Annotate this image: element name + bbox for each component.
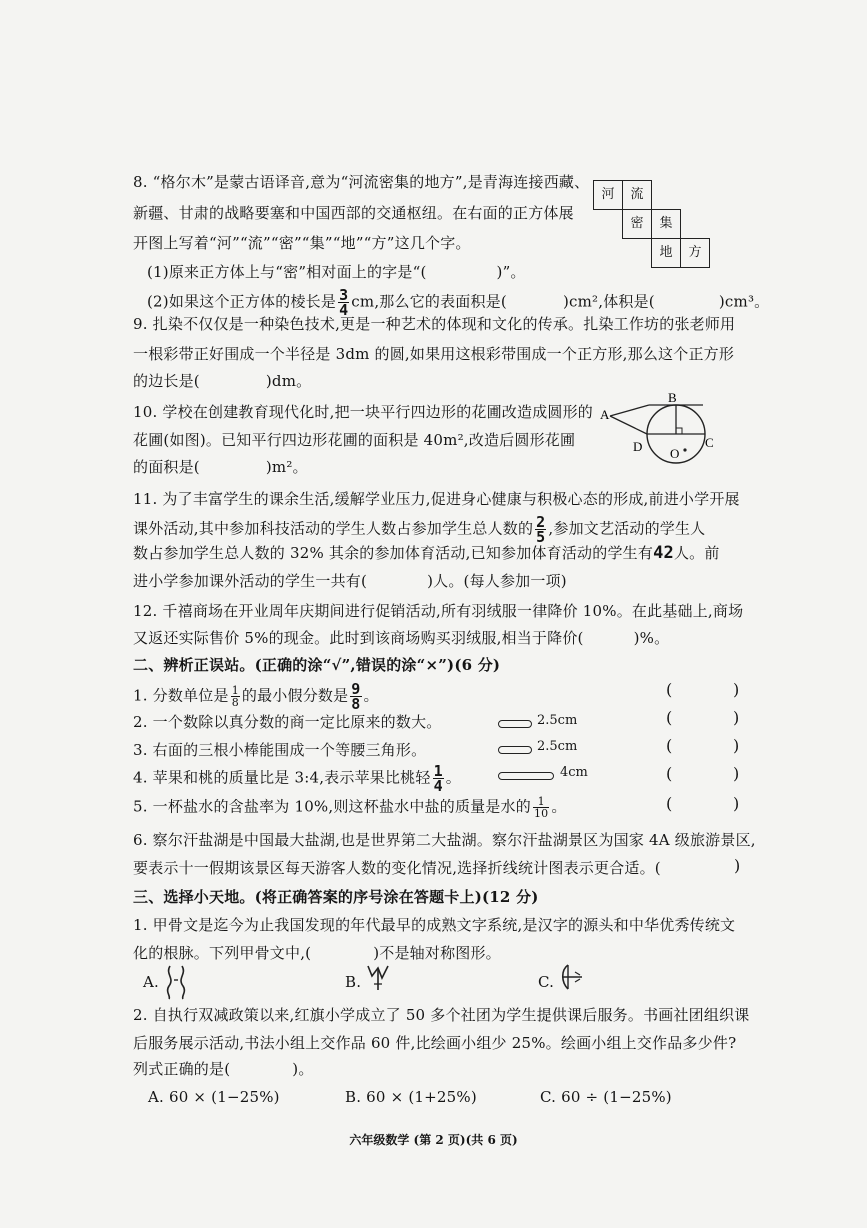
s3-q2-line-1: 2. 自执行双减政策以来,红旗小学成立了 50 多个社团为学生提供课后服务。书画社团组织课 xyxy=(133,1006,750,1024)
stick-1-label: 2.5cm xyxy=(537,713,578,728)
q11-frac-den: 5 xyxy=(536,528,546,546)
net-cell-ji: 集 xyxy=(651,209,681,239)
s2-item-4-hand-fraction xyxy=(433,764,444,793)
label-b: B xyxy=(668,390,677,405)
parallelogram-left-edge xyxy=(610,405,649,416)
q8-line-3: 开图上写着“河”“流”“密”“集”“地”“方”这几个字。 xyxy=(133,234,471,252)
q11-line-4 xyxy=(133,571,567,591)
s2-answer-3-close: ) xyxy=(733,736,740,755)
s3-q2-option-c: C. 60 ÷ (1−25%) xyxy=(540,1088,672,1106)
s2-item-4 xyxy=(133,764,461,793)
q12-line-2 xyxy=(133,628,669,648)
q10-line-3 xyxy=(133,457,308,477)
s2-item-1-c: 。 xyxy=(363,686,379,705)
q8-sub-2-b: cm,那么它的表面积是( xyxy=(351,292,507,311)
s2-answer-5-close: ) xyxy=(733,794,740,813)
q9-line-3 xyxy=(133,371,311,391)
s2-answer-3-open: ( xyxy=(666,736,673,755)
q8-sub-1-text: (1)原来正方体上与“密”相对面上的字是“( xyxy=(147,263,427,281)
s2-item-4-hd: 4 xyxy=(433,777,443,795)
net-cell-liu: 流 xyxy=(622,180,652,210)
q10-line-3-a: 的面积是( xyxy=(133,458,200,476)
net-cell-di: 地 xyxy=(651,238,681,268)
q8-sub-1-end: )”。 xyxy=(496,263,526,281)
oracle-glyph-a-icon xyxy=(163,964,193,1000)
oracle-glyph-b-icon xyxy=(364,962,394,992)
s3-q2-line-3-a: 列式正确的是( xyxy=(133,1060,231,1078)
s2-item-4-a: 4. 苹果和桃的质量比是 3:4,表示苹果比桃轻 xyxy=(133,768,431,787)
parallelogram-circle-figure xyxy=(600,390,725,470)
q9-line-2: 一根彩带正好围成一个半径是 3dm 的圆,如果用这根彩带围成一个正方形,那么这个正方形 xyxy=(133,345,735,363)
q9-line-1: 9. 扎染不仅仅是一种染色技术,更是一种艺术的体现和文化的传承。扎染工作坊的张老师用 xyxy=(133,315,736,333)
s2-item-5-fraction xyxy=(533,796,549,819)
s3-q1-option-a: A. xyxy=(143,973,160,991)
q10-line-1: 10. 学校在创建教育现代化时,把一块平行四边形的花圃改造成圆形的 xyxy=(133,403,593,421)
page-footer: 六年级数学 (第 2 页)(共 6 页) xyxy=(349,1133,518,1147)
s2-item-3: 3. 右面的三根小棒能围成一个等腰三角形。 xyxy=(133,741,427,759)
s2-answer-2-close: ) xyxy=(733,708,740,727)
q11-line-3-b: 人。前 xyxy=(673,544,720,562)
stick-1 xyxy=(498,720,532,728)
s2-answer-4-close: ) xyxy=(733,764,740,783)
q11-line-1: 11. 为了丰富学生的课余生活,缓解学业压力,促进身心健康与积极心态的形成,前进小学开展 xyxy=(133,490,740,508)
s2-item-6-close-paren: ) xyxy=(734,856,741,875)
s2-item-5-fn: 1 xyxy=(533,796,549,808)
s3-q1-line-2 xyxy=(133,943,501,963)
s2-item-1-hand-fraction xyxy=(350,682,361,711)
s3-q2-line-2: 后服务展示活动,书法小组上交作品 60 件,比绘画小组少 25%。绘画小组上交作品多少件? xyxy=(133,1034,737,1052)
s3-q1-line-2-b: )不是轴对称图形。 xyxy=(373,944,501,962)
s2-answer-1-close: ) xyxy=(733,680,740,699)
q8-edge-fraction xyxy=(338,288,349,317)
center-point xyxy=(683,448,686,451)
q8-sub-1 xyxy=(147,262,526,282)
q8-sub-2-text: (2)如果这个正方体的棱长是 xyxy=(147,292,337,311)
q11-line-2 xyxy=(133,515,705,544)
q9-line-3-b: )dm。 xyxy=(265,372,312,390)
s2-item-1-unit-fraction xyxy=(231,685,240,708)
s3-q2-line-3 xyxy=(133,1059,314,1079)
s2-item-2: 2. 一个数除以真分数的商一定比原来的数大。 xyxy=(133,713,442,731)
right-angle-mark xyxy=(676,428,682,434)
q8-sub-2-d: )cm³。 xyxy=(718,292,770,311)
net-cell-he: 河 xyxy=(593,180,623,210)
s3-q1-option-b: B. xyxy=(345,973,362,991)
s3-q1-option-c: C. xyxy=(538,973,555,991)
s2-item-4-c: 。 xyxy=(445,768,461,787)
label-a: A xyxy=(600,407,610,422)
q8-edge-num: 3 xyxy=(339,286,349,304)
s2-item-1-hn: 9 xyxy=(351,680,361,698)
q8-sub-2 xyxy=(147,288,769,317)
q11-handwritten-number: 42 xyxy=(653,543,674,563)
q12-line-2-a: 又返还实际售价 5%的现金。此时到该商场购买羽绒服,相当于降价( xyxy=(133,629,584,647)
label-d: D xyxy=(633,439,643,454)
s2-item-1-b: 的最小假分数是 xyxy=(241,686,349,705)
label-o: O xyxy=(670,446,680,461)
q9-line-3-a: 的边长是( xyxy=(133,372,200,390)
q11-line-2-a: 课外活动,其中参加科技活动的学生人数占参加学生总人数的 xyxy=(133,519,534,538)
s2-item-1-fd: 8 xyxy=(231,696,239,709)
s2-item-6-line-1: 6. 察尔汗盐湖是中国最大盐湖,也是世界第二大盐湖。察尔汗盐湖景区为国家 4A 级旅游景区, xyxy=(133,831,756,849)
s2-answer-5-open: ( xyxy=(666,794,673,813)
q8-edge-den: 4 xyxy=(339,301,349,319)
q10-line-3-b: )m²。 xyxy=(265,458,308,476)
s2-item-5-fd: 10 xyxy=(533,807,549,820)
q11-line-3-a: 数占参加学生总人数的 32% 其余的参加体育活动,已知参加体育活动的学生有 xyxy=(133,544,654,562)
q10-line-2: 花圃(如图)。已知平行四边形花圃的面积是 40m²,改造后圆形花圃 xyxy=(133,431,576,449)
s2-item-1-hd: 8 xyxy=(351,695,361,713)
s2-item-1 xyxy=(133,682,379,711)
section-2-title: 二、辨析正误站。(正确的涂“√”,错误的涂“×”)(6 分) xyxy=(133,656,501,674)
net-cell-mi: 密 xyxy=(622,209,652,239)
s2-item-5-a: 5. 一杯盐水的含盐率为 10%,则这杯盐水中盐的质量是水的 xyxy=(133,797,531,816)
q8-sub-2-c: )cm²,体积是( xyxy=(562,292,655,311)
section-3-title: 三、选择小天地。(将正确答案的序号涂在答题卡上)(12 分) xyxy=(133,888,539,906)
s3-q1-line-1: 1. 甲骨文是迄今为止我国发现的年代最早的成熟文字系统,是汉字的源头和中华优秀传统文 xyxy=(133,916,736,934)
q8-line-1: 8. “格尔木”是蒙古语译音,意为“河流密集的地方”,是青海连接西藏、 xyxy=(133,173,590,191)
s3-q2-option-b: B. 60 × (1+25%) xyxy=(345,1088,477,1106)
s2-item-4-hn: 1 xyxy=(433,762,443,780)
q12-line-1: 12. 千禧商场在开业周年庆期间进行促销活动,所有羽绒服一律降价 10%。在此基础上,商场 xyxy=(133,602,744,620)
q11-line-4-a: 进小学参加课外活动的学生一共有( xyxy=(133,572,368,590)
q11-line-2-b: ,参加文艺活动的学生人 xyxy=(548,519,706,538)
s2-answer-2-open: ( xyxy=(666,708,673,727)
s3-q2-option-a: A. 60 × (1−25%) xyxy=(148,1088,280,1106)
s2-item-5 xyxy=(133,796,567,819)
q11-line-4-b: )人。(每人参加一项) xyxy=(427,572,567,590)
q11-fraction xyxy=(535,515,546,544)
s2-item-1-fn: 1 xyxy=(231,684,239,697)
s2-answer-1-open: ( xyxy=(666,680,673,699)
stick-2-label: 2.5cm xyxy=(537,739,578,754)
stick-3-label: 4cm xyxy=(560,765,588,780)
stick-3 xyxy=(498,772,554,780)
q12-line-2-b: )%。 xyxy=(633,629,670,647)
s2-item-5-c: 。 xyxy=(551,797,567,816)
net-cell-fang: 方 xyxy=(680,238,710,268)
s2-item-6-line-2: 要表示十一假期该景区每天游客人数的变化情况,选择折线统计图表示更合适。( xyxy=(133,859,661,877)
oracle-glyph-c-icon xyxy=(558,962,586,992)
q11-frac-num: 2 xyxy=(536,513,546,531)
q8-line-2: 新疆、甘肃的战略要塞和中国西部的交通枢纽。在右面的正方体展 xyxy=(133,204,574,222)
parallelogram-slant-edge xyxy=(610,416,647,434)
s3-q2-line-3-b: )。 xyxy=(292,1060,314,1078)
s2-answer-4-open: ( xyxy=(666,764,673,783)
s2-item-1-a: 1. 分数单位是 xyxy=(133,686,229,705)
label-c: C xyxy=(705,435,714,450)
q11-line-3 xyxy=(133,543,720,563)
stick-2 xyxy=(498,746,532,754)
s3-q1-line-2-a: 化的根脉。下列甲骨文中,( xyxy=(133,944,312,962)
